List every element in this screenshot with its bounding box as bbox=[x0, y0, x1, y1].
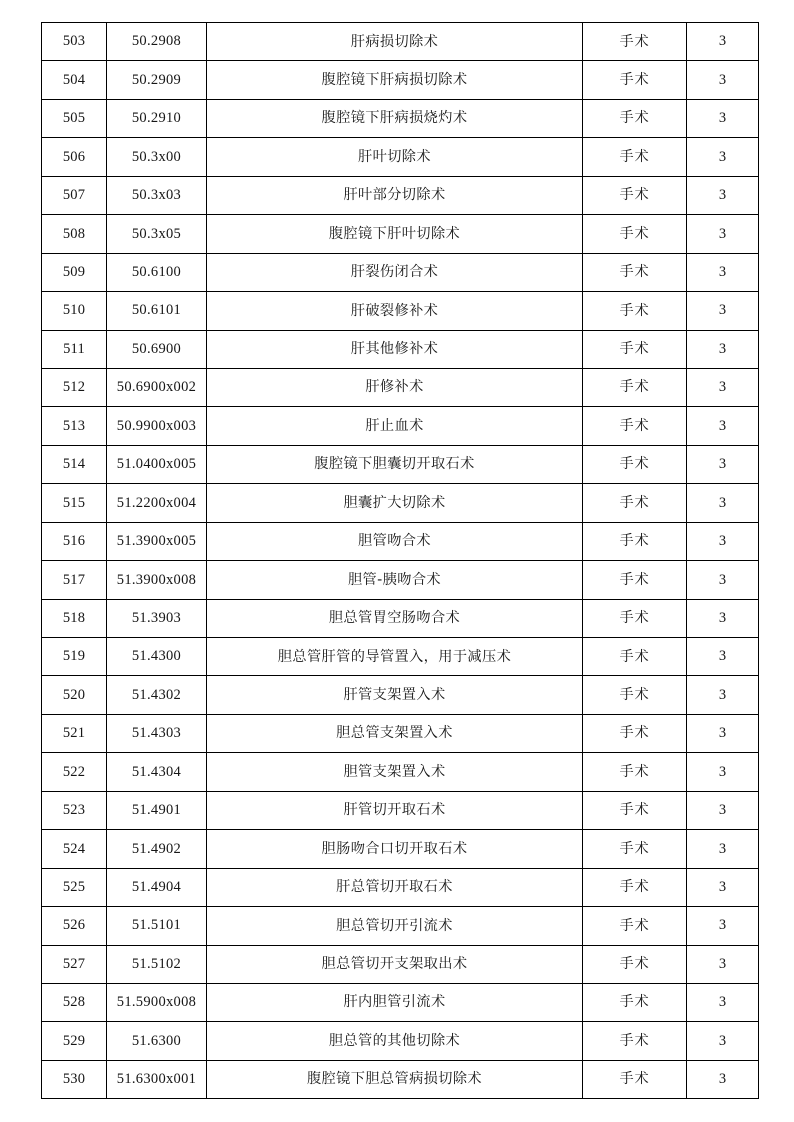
cell-procedure-category: 手术 bbox=[583, 61, 687, 99]
cell-procedure-level: 3 bbox=[687, 215, 759, 253]
cell-sequence-number: 529 bbox=[42, 1022, 107, 1060]
table-row bbox=[42, 215, 759, 253]
cell-procedure-category: 手术 bbox=[583, 253, 687, 291]
cell-procedure-code: 51.4302 bbox=[107, 676, 207, 714]
cell-procedure-level: 3 bbox=[687, 61, 759, 99]
cell-procedure-level: 3 bbox=[687, 176, 759, 214]
cell-procedure-category: 手术 bbox=[583, 638, 687, 676]
cell-procedure-level: 3 bbox=[687, 407, 759, 445]
cell-procedure-name: 肝破裂修补术 bbox=[207, 292, 583, 330]
cell-procedure-level: 3 bbox=[687, 292, 759, 330]
cell-procedure-code: 51.3903 bbox=[107, 599, 207, 637]
cell-procedure-level: 3 bbox=[687, 983, 759, 1021]
cell-procedure-level: 3 bbox=[687, 522, 759, 560]
cell-procedure-code: 50.6900x002 bbox=[107, 368, 207, 406]
cell-sequence-number: 528 bbox=[42, 983, 107, 1021]
cell-procedure-category: 手术 bbox=[583, 445, 687, 483]
table-row bbox=[42, 791, 759, 829]
table-row bbox=[42, 945, 759, 983]
cell-procedure-name: 肝管支架置入术 bbox=[207, 676, 583, 714]
cell-sequence-number: 510 bbox=[42, 292, 107, 330]
cell-procedure-level: 3 bbox=[687, 753, 759, 791]
cell-sequence-number: 521 bbox=[42, 714, 107, 752]
cell-procedure-category: 手术 bbox=[583, 599, 687, 637]
cell-procedure-category: 手术 bbox=[583, 215, 687, 253]
cell-procedure-name: 肝修补术 bbox=[207, 368, 583, 406]
cell-procedure-code: 50.3x00 bbox=[107, 138, 207, 176]
cell-procedure-category: 手术 bbox=[583, 407, 687, 445]
cell-sequence-number: 523 bbox=[42, 791, 107, 829]
table-row bbox=[42, 522, 759, 560]
table-row bbox=[42, 61, 759, 99]
cell-procedure-category: 手术 bbox=[583, 714, 687, 752]
cell-procedure-level: 3 bbox=[687, 368, 759, 406]
cell-sequence-number: 508 bbox=[42, 215, 107, 253]
cell-procedure-name: 肝裂伤闭合术 bbox=[207, 253, 583, 291]
cell-procedure-name: 肝叶切除术 bbox=[207, 138, 583, 176]
cell-procedure-name: 胆总管的其他切除术 bbox=[207, 1022, 583, 1060]
cell-procedure-category: 手术 bbox=[583, 676, 687, 714]
cell-procedure-code: 51.4904 bbox=[107, 868, 207, 906]
cell-procedure-code: 51.5900x008 bbox=[107, 983, 207, 1021]
table-row bbox=[42, 330, 759, 368]
cell-procedure-name: 胆管-胰吻合术 bbox=[207, 561, 583, 599]
cell-procedure-level: 3 bbox=[687, 868, 759, 906]
cell-procedure-code: 50.2908 bbox=[107, 23, 207, 61]
cell-procedure-name: 肝病损切除术 bbox=[207, 23, 583, 61]
cell-sequence-number: 524 bbox=[42, 830, 107, 868]
cell-procedure-name: 胆总管肝管的导管置入，用于减压术 bbox=[207, 638, 583, 676]
cell-procedure-level: 3 bbox=[687, 791, 759, 829]
cell-procedure-name: 肝管切开取石术 bbox=[207, 791, 583, 829]
cell-procedure-code: 51.4901 bbox=[107, 791, 207, 829]
table-row bbox=[42, 561, 759, 599]
cell-sequence-number: 519 bbox=[42, 638, 107, 676]
cell-procedure-level: 3 bbox=[687, 599, 759, 637]
cell-procedure-category: 手术 bbox=[583, 368, 687, 406]
cell-procedure-name: 肝内胆管引流术 bbox=[207, 983, 583, 1021]
cell-procedure-category: 手术 bbox=[583, 23, 687, 61]
cell-procedure-name: 腹腔镜下肝病损切除术 bbox=[207, 61, 583, 99]
cell-procedure-level: 3 bbox=[687, 138, 759, 176]
cell-procedure-name: 胆囊扩大切除术 bbox=[207, 484, 583, 522]
cell-procedure-code: 51.0400x005 bbox=[107, 445, 207, 483]
cell-procedure-level: 3 bbox=[687, 253, 759, 291]
cell-procedure-level: 3 bbox=[687, 676, 759, 714]
cell-procedure-code: 51.4303 bbox=[107, 714, 207, 752]
cell-procedure-name: 腹腔镜下肝叶切除术 bbox=[207, 215, 583, 253]
cell-procedure-name: 肝其他修补术 bbox=[207, 330, 583, 368]
cell-procedure-category: 手术 bbox=[583, 868, 687, 906]
cell-procedure-category: 手术 bbox=[583, 983, 687, 1021]
cell-sequence-number: 527 bbox=[42, 945, 107, 983]
cell-procedure-code: 51.4902 bbox=[107, 830, 207, 868]
cell-procedure-name: 胆管吻合术 bbox=[207, 522, 583, 560]
cell-procedure-name: 胆总管支架置入术 bbox=[207, 714, 583, 752]
table-row bbox=[42, 983, 759, 1021]
table-row bbox=[42, 868, 759, 906]
cell-procedure-level: 3 bbox=[687, 330, 759, 368]
cell-procedure-level: 3 bbox=[687, 638, 759, 676]
cell-procedure-name: 腹腔镜下胆总管病损切除术 bbox=[207, 1060, 583, 1098]
table-row bbox=[42, 176, 759, 214]
cell-sequence-number: 522 bbox=[42, 753, 107, 791]
cell-procedure-name: 肝叶部分切除术 bbox=[207, 176, 583, 214]
cell-procedure-level: 3 bbox=[687, 945, 759, 983]
cell-procedure-category: 手术 bbox=[583, 292, 687, 330]
cell-procedure-code: 50.3x03 bbox=[107, 176, 207, 214]
cell-procedure-name: 肝止血术 bbox=[207, 407, 583, 445]
cell-sequence-number: 516 bbox=[42, 522, 107, 560]
table-row bbox=[42, 368, 759, 406]
cell-procedure-code: 50.9900x003 bbox=[107, 407, 207, 445]
cell-sequence-number: 504 bbox=[42, 61, 107, 99]
cell-procedure-code: 51.6300 bbox=[107, 1022, 207, 1060]
table-row bbox=[42, 407, 759, 445]
cell-procedure-code: 51.4300 bbox=[107, 638, 207, 676]
cell-procedure-name: 胆总管胃空肠吻合术 bbox=[207, 599, 583, 637]
table-row bbox=[42, 714, 759, 752]
cell-procedure-name: 胆总管切开支架取出术 bbox=[207, 945, 583, 983]
cell-sequence-number: 506 bbox=[42, 138, 107, 176]
cell-procedure-level: 3 bbox=[687, 1022, 759, 1060]
cell-procedure-level: 3 bbox=[687, 1060, 759, 1098]
cell-procedure-category: 手术 bbox=[583, 907, 687, 945]
cell-procedure-category: 手术 bbox=[583, 561, 687, 599]
cell-procedure-category: 手术 bbox=[583, 830, 687, 868]
table-row bbox=[42, 484, 759, 522]
table-row bbox=[42, 638, 759, 676]
cell-procedure-code: 51.2200x004 bbox=[107, 484, 207, 522]
cell-procedure-level: 3 bbox=[687, 99, 759, 137]
cell-sequence-number: 509 bbox=[42, 253, 107, 291]
cell-procedure-name: 胆肠吻合口切开取石术 bbox=[207, 830, 583, 868]
table-row bbox=[42, 753, 759, 791]
cell-procedure-level: 3 bbox=[687, 907, 759, 945]
cell-procedure-category: 手术 bbox=[583, 176, 687, 214]
procedure-code-table-wrapper bbox=[41, 22, 758, 1099]
cell-sequence-number: 518 bbox=[42, 599, 107, 637]
table-row bbox=[42, 99, 759, 137]
table-row bbox=[42, 599, 759, 637]
cell-procedure-code: 51.5102 bbox=[107, 945, 207, 983]
cell-sequence-number: 507 bbox=[42, 176, 107, 214]
cell-procedure-code: 51.6300x001 bbox=[107, 1060, 207, 1098]
cell-procedure-name: 腹腔镜下胆囊切开取石术 bbox=[207, 445, 583, 483]
cell-procedure-code: 51.3900x005 bbox=[107, 522, 207, 560]
cell-procedure-code: 51.3900x008 bbox=[107, 561, 207, 599]
cell-procedure-category: 手术 bbox=[583, 99, 687, 137]
cell-procedure-code: 50.2910 bbox=[107, 99, 207, 137]
cell-procedure-code: 50.6101 bbox=[107, 292, 207, 330]
cell-procedure-code: 50.6100 bbox=[107, 253, 207, 291]
cell-procedure-code: 51.4304 bbox=[107, 753, 207, 791]
cell-procedure-category: 手术 bbox=[583, 945, 687, 983]
table-body bbox=[42, 23, 759, 1099]
cell-procedure-level: 3 bbox=[687, 561, 759, 599]
cell-sequence-number: 520 bbox=[42, 676, 107, 714]
cell-procedure-code: 51.5101 bbox=[107, 907, 207, 945]
cell-procedure-level: 3 bbox=[687, 484, 759, 522]
cell-procedure-name: 腹腔镜下肝病损烧灼术 bbox=[207, 99, 583, 137]
cell-procedure-code: 50.2909 bbox=[107, 61, 207, 99]
cell-procedure-category: 手术 bbox=[583, 138, 687, 176]
cell-sequence-number: 503 bbox=[42, 23, 107, 61]
cell-procedure-name: 胆管支架置入术 bbox=[207, 753, 583, 791]
cell-procedure-category: 手术 bbox=[583, 330, 687, 368]
table-row bbox=[42, 292, 759, 330]
table-row bbox=[42, 1060, 759, 1098]
cell-procedure-level: 3 bbox=[687, 23, 759, 61]
cell-sequence-number: 517 bbox=[42, 561, 107, 599]
cell-sequence-number: 526 bbox=[42, 907, 107, 945]
cell-procedure-name: 肝总管切开取石术 bbox=[207, 868, 583, 906]
table-row bbox=[42, 445, 759, 483]
cell-procedure-category: 手术 bbox=[583, 1060, 687, 1098]
cell-procedure-name: 胆总管切开引流术 bbox=[207, 907, 583, 945]
table-row bbox=[42, 907, 759, 945]
cell-procedure-level: 3 bbox=[687, 445, 759, 483]
cell-procedure-category: 手术 bbox=[583, 484, 687, 522]
cell-procedure-level: 3 bbox=[687, 830, 759, 868]
cell-sequence-number: 513 bbox=[42, 407, 107, 445]
table-row bbox=[42, 830, 759, 868]
cell-procedure-category: 手术 bbox=[583, 791, 687, 829]
cell-sequence-number: 511 bbox=[42, 330, 107, 368]
cell-procedure-category: 手术 bbox=[583, 522, 687, 560]
cell-procedure-category: 手术 bbox=[583, 1022, 687, 1060]
cell-procedure-code: 50.3x05 bbox=[107, 215, 207, 253]
table-row bbox=[42, 138, 759, 176]
cell-sequence-number: 512 bbox=[42, 368, 107, 406]
table-row bbox=[42, 1022, 759, 1060]
table-row bbox=[42, 253, 759, 291]
cell-procedure-category: 手术 bbox=[583, 753, 687, 791]
cell-procedure-level: 3 bbox=[687, 714, 759, 752]
cell-sequence-number: 515 bbox=[42, 484, 107, 522]
table-row bbox=[42, 23, 759, 61]
cell-sequence-number: 514 bbox=[42, 445, 107, 483]
cell-sequence-number: 530 bbox=[42, 1060, 107, 1098]
cell-sequence-number: 505 bbox=[42, 99, 107, 137]
procedure-code-table bbox=[41, 22, 759, 1099]
cell-procedure-code: 50.6900 bbox=[107, 330, 207, 368]
cell-sequence-number: 525 bbox=[42, 868, 107, 906]
table-row bbox=[42, 676, 759, 714]
